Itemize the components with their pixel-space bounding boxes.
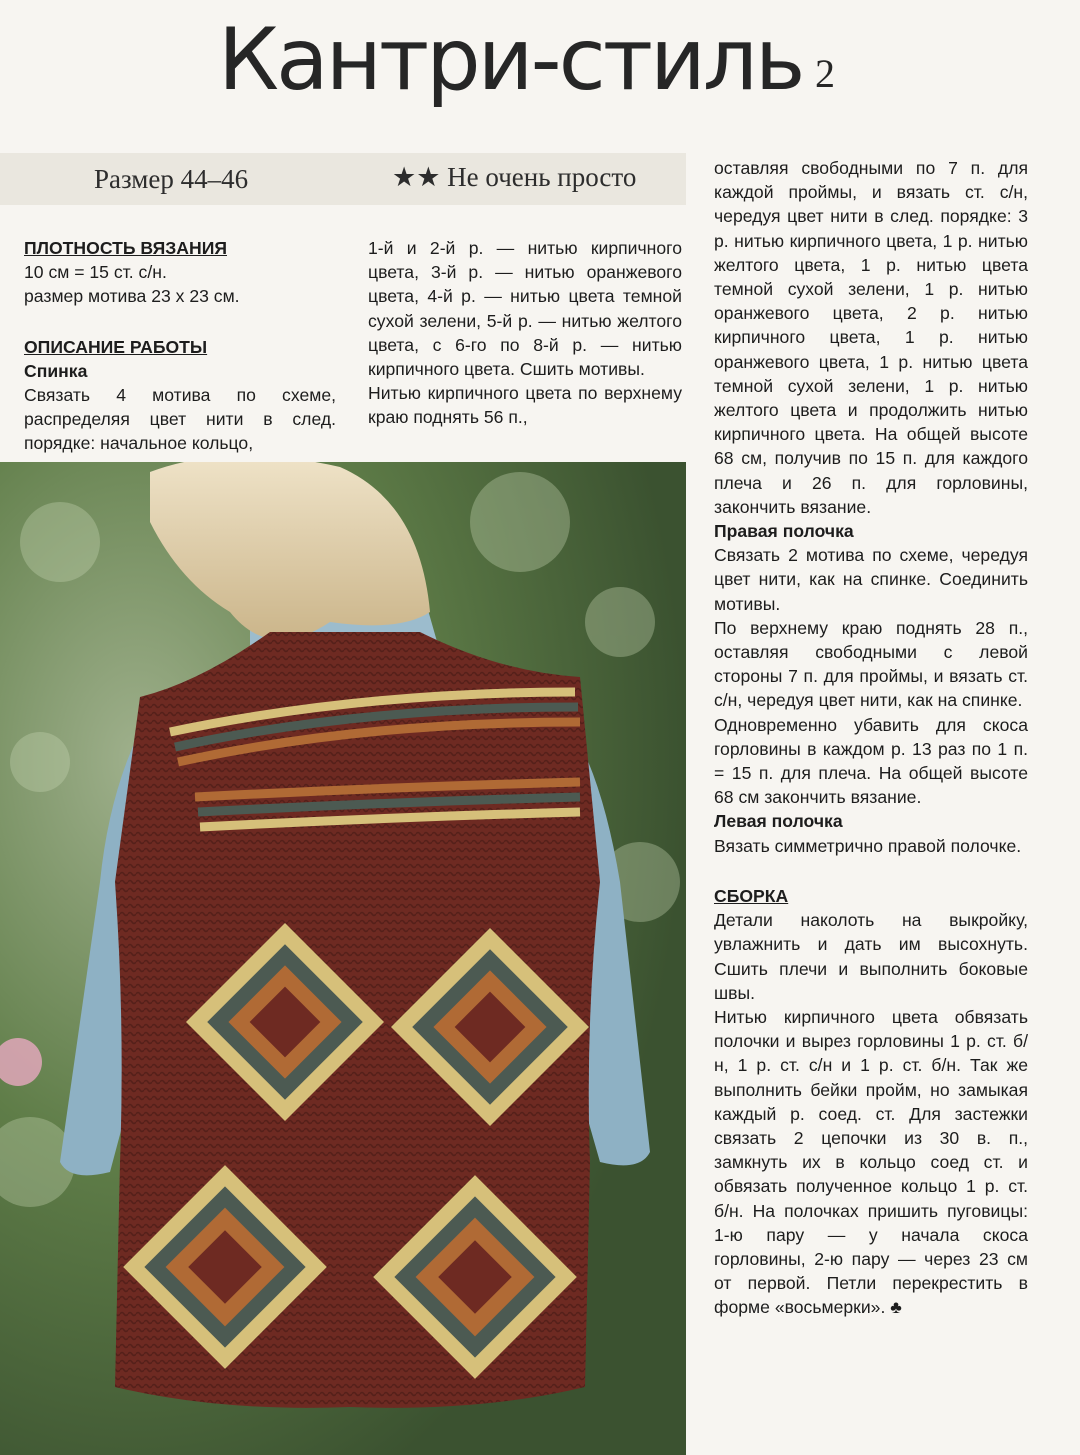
column-3	[714, 156, 1028, 1320]
page-title: Кантри-стиль	[218, 10, 803, 110]
right-front-text-3: Одновременно убавить для скоса горловины в каждом р. 13 раз по 1 п. = 15 п. для плеча. На общей высоте 68 см закончить вязание.	[714, 714, 1028, 808]
col2-text-1: 1-й и 2-й р. — нитью кирпичного цвета, 3-й р. — нитью оранжевого цвета, 4-й р. — нитью цвета темной сухой зелени, 5-й р. — нитью желтого цвета, с 6-го по 8-й р. — нитью кирпичного цвета. Сшить мотивы.	[368, 238, 682, 380]
vest-photo-illustration	[0, 462, 686, 1455]
density-line-2: размер мотива 23 х 23 см.	[24, 286, 240, 307]
left-front-text: Вязать симметрично правой полочке.	[714, 835, 1022, 856]
col3-text-1: оставляя свободными по 7 п. для каждой проймы, и вязать ст. с/н, чередуя цвет нити в след. порядке: 3 р. нитью кирпичного цвета, 1 р. нитью желтого цвета, 1 р. нитью цвета темной сухой зелени, 1 р. нитью оранжевого цвета, 2 р. нитью кирпичного цвета, 1 р. нитью оранжевого цвета, 1 р. нитью цвета темной сухой зелени, 1 р. нитью желтого цвета и продолжить нитью кирпичного цвета. На общей высоте 68 см, получив по 15 п. для каждого плеча и 26 п. для горловины, закончить вязание.	[714, 158, 1028, 517]
assembly-text-2	[714, 1005, 1028, 1320]
difficulty-label	[392, 162, 636, 193]
difficulty-text: Не очень просто	[447, 162, 637, 192]
page-number: 2	[815, 51, 835, 96]
size-label: Размер 44–46	[94, 164, 249, 194]
column-1	[24, 236, 336, 456]
assembly-heading: СБОРКА	[714, 885, 789, 906]
star-icon: ★★	[392, 162, 441, 192]
assembly-text-1: Детали наколоть на выкройку, увлажнить и дать им высохнуть. Сшить плечи и выполнить боковые швы.	[714, 910, 1028, 1003]
assembly-text-2-body: Нитью кирпичного цвета обвязать полочки и вырез горловины 1 р. ст. б/н, 1 р. ст. с/н и 1 р. ст. б/н. Так же выполнить бейки пройм, но замыкая каждый р. соед. ст. Для застежки связать 2 цепочки из 30 в. п., замкнуть их в кольцо соед ст. и обвязать полученное кольцо 1 р. ст. б/н. На полочках пришить пуговицы: 1-ю пару — у начала скоса горловины, 2-ю пару — через 23 см от первой. Петли перекрестить в форме «восьмерки».	[714, 1006, 1028, 1318]
back-heading: Спинка	[24, 360, 88, 381]
left-front-heading: Левая полочка	[714, 811, 843, 832]
vest-photo	[0, 462, 686, 1455]
right-front-text-1: Связать 2 мотива по схеме, чередуя цвет нити, как на спинке. Соединить мотивы.	[714, 545, 1028, 614]
work-heading: ОПИСАНИЕ РАБОТЫ	[24, 336, 208, 357]
density-line-1: 10 см = 15 ст. с/н.	[24, 262, 167, 283]
column-2	[368, 236, 682, 430]
col2-text-2: Нитью кирпичного цвета по верхнему краю поднять 56 п.,	[368, 383, 682, 428]
right-front-text-2: По верхнему краю поднять 28 п., оставляя свободными с левой стороны 7 п. для проймы, и вязать ст. с/н, чередуя цвет нити, как на спинке.	[714, 617, 1028, 711]
club-end-icon: ♣	[890, 1297, 902, 1318]
density-heading: ПЛОТНОСТЬ ВЯЗАНИЯ	[24, 238, 227, 258]
back-text: Связать 4 мотива по схеме, распределяя цвет нити в след. порядке: начальное кольцо,	[24, 385, 336, 454]
right-front-heading: Правая полочка	[714, 521, 854, 542]
